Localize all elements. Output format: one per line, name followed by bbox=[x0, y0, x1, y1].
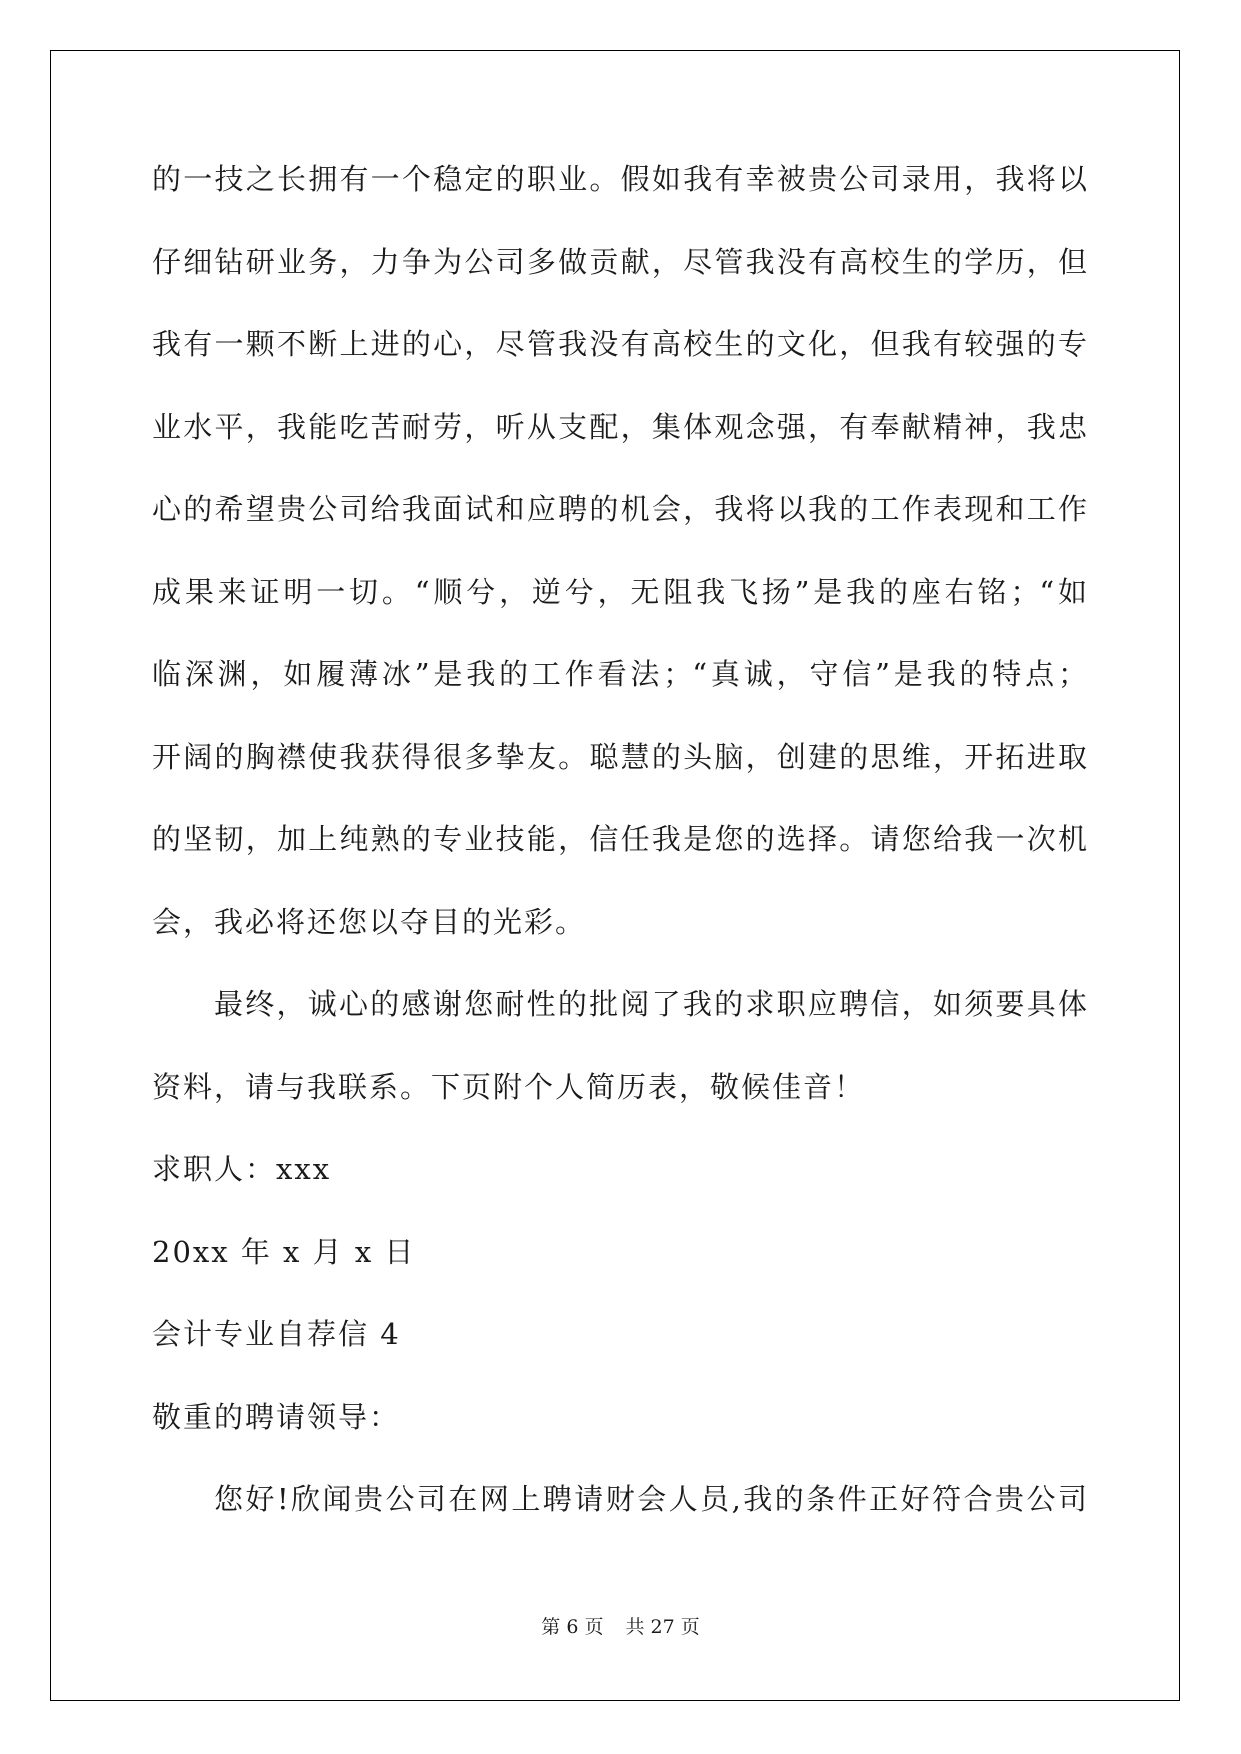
body-line: 的一技之长拥有一个稳定的职业。假如我有幸被贵公司录用，我将以 bbox=[152, 162, 1087, 196]
body-line: 心的希望贵公司给我面试和应聘的机会，我将以我的工作表现和工作 bbox=[152, 492, 1087, 526]
body-line: 资料，请与我联系。下页附个人简历表，敬候佳音！ bbox=[152, 1069, 866, 1104]
body-line: 我有一颗不断上进的心，尽管我没有高校生的文化，但我有较强的专 bbox=[152, 327, 1087, 361]
paragraph-first-line: 最终，诚心的感谢您耐性的批阅了我的求职应聘信，如须要具体 bbox=[214, 987, 1087, 1021]
page-footer bbox=[0, 1612, 1241, 1639]
body-line: 开阔的胸襟使我获得很多挚友。聪慧的头脑，创建的思维，开拓进取 bbox=[152, 739, 1087, 774]
body-line: 成果来证明一切。“顺兮，逆兮，无阻我飞扬”是我的座右铭；“如 bbox=[152, 574, 1087, 609]
body-line: 临深渊，如履薄冰”是我的工作看法；“真诚，守信”是我的特点； bbox=[152, 657, 1087, 691]
body-line: 会，我必将还您以夺目的光彩。 bbox=[152, 904, 587, 939]
paragraph-first-line: 您好!欣闻贵公司在网上聘请财会人员,我的条件正好符合贵公司 bbox=[214, 1482, 1087, 1516]
page-number: 第 6 页 bbox=[541, 1616, 604, 1638]
signature-applicant: 求职人：xxx bbox=[152, 1152, 332, 1186]
body-line: 业水平，我能吃苦耐劳，听从支配，集体观念强，有奉献精神，我忠 bbox=[152, 409, 1087, 444]
body-line: 仔细钻研业务，力争为公司多做贡献，尽管我没有高校生的学历，但 bbox=[152, 244, 1087, 279]
signature-date: 20xx 年 x 月 x 日 bbox=[152, 1234, 416, 1269]
body-line: 的坚韧，加上纯熟的专业技能，信任我是您的选择。请您给我一次机 bbox=[152, 822, 1087, 856]
section-heading: 会计专业自荐信 4 bbox=[152, 1317, 401, 1351]
salutation: 敬重的聘请领导： bbox=[152, 1399, 401, 1434]
document-body bbox=[152, 160, 1087, 1563]
page-total: 共 27 页 bbox=[625, 1616, 700, 1638]
